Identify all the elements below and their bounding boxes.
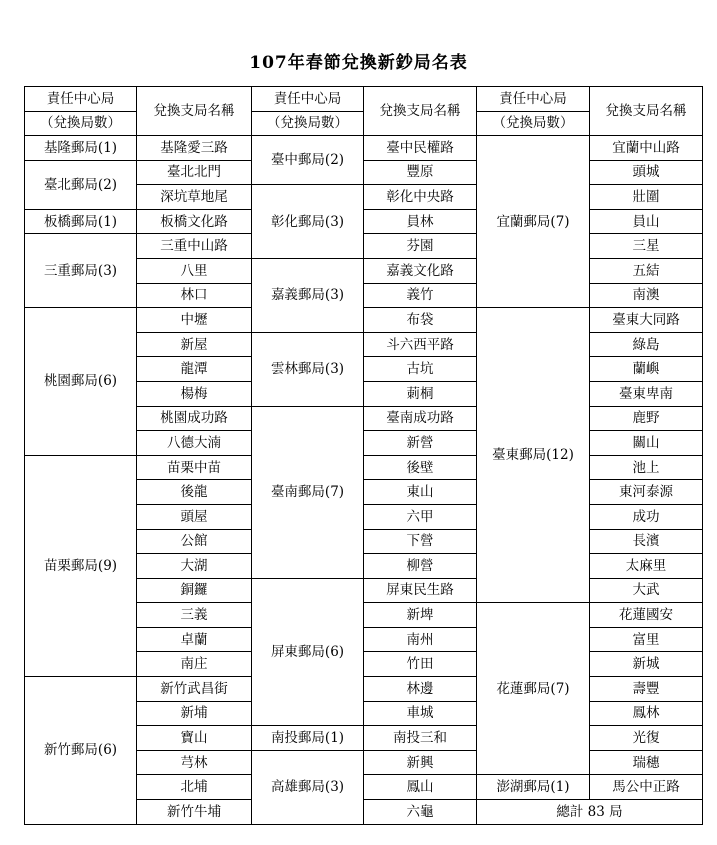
center-office-cell: 基隆郵局(1) xyxy=(25,136,137,161)
branch-office-cell: 板橋文化路 xyxy=(137,209,252,234)
center-office-cell: 屏東郵局(6) xyxy=(252,578,364,726)
table-row xyxy=(25,677,703,702)
branch-office-cell: 長濱 xyxy=(590,529,703,554)
branch-office-cell: 莿桐 xyxy=(364,381,477,406)
branch-office-cell: 綠島 xyxy=(590,332,703,357)
branch-office-cell: 斗六西平路 xyxy=(364,332,477,357)
branch-office-cell: 大武 xyxy=(590,578,703,603)
header-center-col1 xyxy=(25,87,137,136)
header-count-label: （兌換局數） xyxy=(25,111,136,135)
table-body xyxy=(25,87,703,825)
header-count-label: （兌換局數） xyxy=(252,111,363,135)
branch-office-cell: 中壢 xyxy=(137,308,252,333)
branch-office-cell: 壽豐 xyxy=(590,677,703,702)
branch-office-cell: 深坑草地尾 xyxy=(137,185,252,210)
table-row xyxy=(25,234,703,259)
table-row xyxy=(25,160,703,185)
branch-office-cell: 關山 xyxy=(590,431,703,456)
branch-office-cell: 鳳林 xyxy=(590,701,703,726)
branch-office-cell: 車城 xyxy=(364,701,477,726)
header-center-label: 責任中心局 xyxy=(273,90,342,107)
branch-office-cell: 三星 xyxy=(590,234,703,259)
branch-office-cell: 三義 xyxy=(137,603,252,628)
branch-office-cell: 新埔 xyxy=(137,701,252,726)
branch-office-cell: 楊梅 xyxy=(137,381,252,406)
branch-office-cell: 新屋 xyxy=(137,332,252,357)
branch-office-cell: 嘉義文化路 xyxy=(364,258,477,283)
branch-office-cell: 基隆愛三路 xyxy=(137,136,252,161)
center-office-cell: 三重郵局(3) xyxy=(25,234,137,308)
branch-office-cell: 臺中民權路 xyxy=(364,136,477,161)
center-office-cell: 臺東郵局(12) xyxy=(477,308,590,603)
center-office-cell: 臺南郵局(7) xyxy=(252,406,364,578)
branch-office-cell: 林口 xyxy=(137,283,252,308)
table-row xyxy=(25,308,703,333)
branch-office-cell: 臺北北門 xyxy=(137,160,252,185)
branch-office-cell: 新竹武昌街 xyxy=(137,677,252,702)
branch-office-cell: 南庄 xyxy=(137,652,252,677)
table-header-row xyxy=(25,87,703,136)
branch-office-cell: 光復 xyxy=(590,726,703,751)
branch-office-cell: 後壁 xyxy=(364,455,477,480)
branch-office-cell: 彰化中央路 xyxy=(364,185,477,210)
branch-office-cell: 臺東大同路 xyxy=(590,308,703,333)
branch-office-cell: 新城 xyxy=(590,652,703,677)
branch-office-cell: 北埔 xyxy=(137,775,252,800)
branch-office-cell: 三重中山路 xyxy=(137,234,252,259)
branch-office-cell: 新埤 xyxy=(364,603,477,628)
header-center-col2 xyxy=(252,87,364,136)
header-count-label: （兌換局數） xyxy=(477,111,589,135)
center-office-cell: 澎湖郵局(1) xyxy=(477,775,590,800)
header-branch-col2: 兌換支局名稱 xyxy=(364,87,477,136)
center-office-cell: 南投郵局(1) xyxy=(252,726,364,751)
center-office-cell: 彰化郵局(3) xyxy=(252,185,364,259)
branch-office-cell: 南投三和 xyxy=(364,726,477,751)
branch-office-cell: 臺南成功路 xyxy=(364,406,477,431)
branch-office-cell: 員山 xyxy=(590,209,703,234)
branch-office-cell: 布袋 xyxy=(364,308,477,333)
branch-office-cell: 花蓮國安 xyxy=(590,603,703,628)
branch-office-cell: 古坑 xyxy=(364,357,477,382)
branch-office-cell: 富里 xyxy=(590,627,703,652)
center-office-cell: 宜蘭郵局(7) xyxy=(477,136,590,308)
branch-office-cell: 屏東民生路 xyxy=(364,578,477,603)
branch-office-cell: 頭屋 xyxy=(137,504,252,529)
branch-office-cell: 林邊 xyxy=(364,677,477,702)
branch-office-cell: 新營 xyxy=(364,431,477,456)
branch-office-cell: 鹿野 xyxy=(590,406,703,431)
branch-office-cell: 臺東卑南 xyxy=(590,381,703,406)
branch-office-cell: 卓蘭 xyxy=(137,627,252,652)
exchange-office-table xyxy=(24,86,703,825)
header-branch-col3: 兌換支局名稱 xyxy=(590,87,703,136)
branch-office-cell: 鳳山 xyxy=(364,775,477,800)
branch-office-cell: 竹田 xyxy=(364,652,477,677)
branch-office-cell: 池上 xyxy=(590,455,703,480)
total-count-cell: 總計 83 局 xyxy=(477,800,703,825)
branch-office-cell: 後龍 xyxy=(137,480,252,505)
branch-office-cell: 芎林 xyxy=(137,750,252,775)
branch-office-cell: 宜蘭中山路 xyxy=(590,136,703,161)
branch-office-cell: 五結 xyxy=(590,258,703,283)
branch-office-cell: 太麻里 xyxy=(590,554,703,579)
branch-office-cell: 蘭嶼 xyxy=(590,357,703,382)
branch-office-cell: 六龜 xyxy=(364,800,477,825)
branch-office-cell: 瑞穗 xyxy=(590,750,703,775)
branch-office-cell: 馬公中正路 xyxy=(590,775,703,800)
branch-office-cell: 寶山 xyxy=(137,726,252,751)
branch-office-cell: 豐原 xyxy=(364,160,477,185)
branch-office-cell: 頭城 xyxy=(590,160,703,185)
branch-office-cell: 新竹牛埔 xyxy=(137,800,252,825)
branch-office-cell: 苗栗中苗 xyxy=(137,455,252,480)
branch-office-cell: 八德大湳 xyxy=(137,431,252,456)
branch-office-cell: 龍潭 xyxy=(137,357,252,382)
page-title: 107年春節兌換新鈔局名表 xyxy=(249,53,468,73)
header-center-col3 xyxy=(477,87,590,136)
branch-office-cell: 南州 xyxy=(364,627,477,652)
center-office-cell: 桃園郵局(6) xyxy=(25,308,137,456)
header-center-label: 責任中心局 xyxy=(499,90,567,107)
branch-office-cell: 成功 xyxy=(590,504,703,529)
center-office-cell: 臺北郵局(2) xyxy=(25,160,137,209)
branch-office-cell: 六甲 xyxy=(364,504,477,529)
branch-office-cell: 八里 xyxy=(137,258,252,283)
branch-office-cell: 東河泰源 xyxy=(590,480,703,505)
branch-office-cell: 新興 xyxy=(364,750,477,775)
table-row xyxy=(25,136,703,161)
center-office-cell: 苗栗郵局(9) xyxy=(25,455,137,676)
center-office-cell: 臺中郵局(2) xyxy=(252,136,364,185)
branch-office-cell: 桃園成功路 xyxy=(137,406,252,431)
center-office-cell: 板橋郵局(1) xyxy=(25,209,137,234)
branch-office-cell: 銅鑼 xyxy=(137,578,252,603)
header-center-label: 責任中心局 xyxy=(46,90,115,107)
center-office-cell: 雲林郵局(3) xyxy=(252,332,364,406)
table-row xyxy=(25,455,703,480)
branch-office-cell: 南澳 xyxy=(590,283,703,308)
branch-office-cell: 公館 xyxy=(137,529,252,554)
center-office-cell: 高雄郵局(3) xyxy=(252,750,364,824)
center-office-cell: 花蓮郵局(7) xyxy=(477,603,590,775)
center-office-cell: 新竹郵局(6) xyxy=(25,677,137,825)
table-row xyxy=(25,209,703,234)
branch-office-cell: 下營 xyxy=(364,529,477,554)
branch-office-cell: 柳營 xyxy=(364,554,477,579)
branch-office-cell: 大湖 xyxy=(137,554,252,579)
branch-office-cell: 芬園 xyxy=(364,234,477,259)
branch-office-cell: 壯圍 xyxy=(590,185,703,210)
branch-office-cell: 義竹 xyxy=(364,283,477,308)
branch-office-cell: 東山 xyxy=(364,480,477,505)
center-office-cell: 嘉義郵局(3) xyxy=(252,258,364,332)
branch-office-cell: 員林 xyxy=(364,209,477,234)
header-branch-col1: 兌換支局名稱 xyxy=(137,87,252,136)
